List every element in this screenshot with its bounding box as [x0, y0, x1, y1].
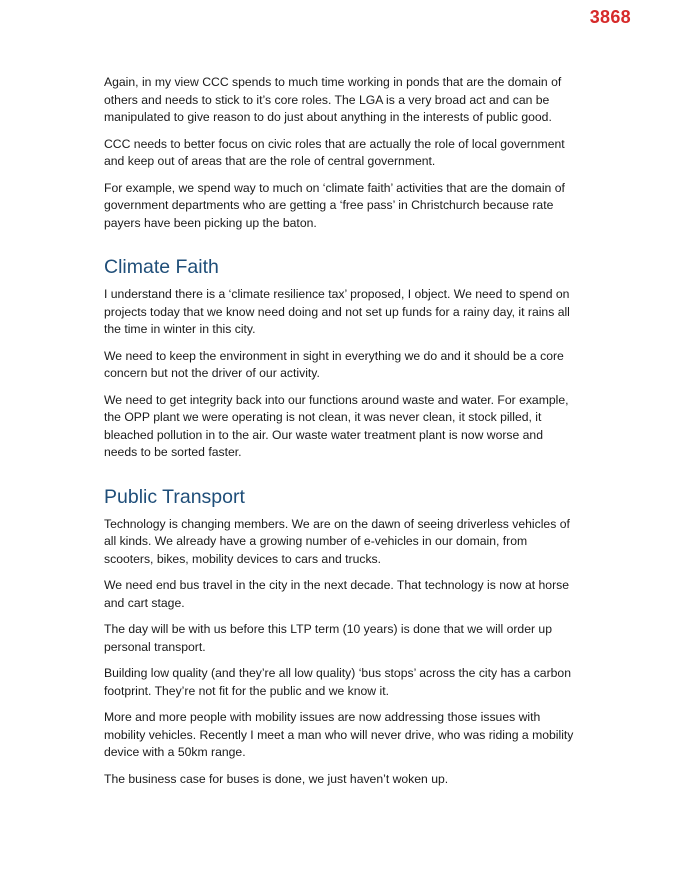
- intro-paragraph-1: Again, in my view CCC spends to much time working in ponds that are the domain of others and needs to stick to it’s core roles. The LGA is a very broad act and can be manipulated to give reason to do just about anything in the interests of public good.: [104, 75, 562, 124]
- climate-paragraph-1: I understand there is a ‘climate resilience tax’ proposed, I object. We need to spend on projects today that we know need doing and not set up funds for a rainy day, it rains all the time in winter in this city.: [104, 287, 570, 336]
- transport-paragraph-2: We need end bus travel in the city in the next decade. That technology is now at horse and cart stage.: [104, 578, 569, 610]
- transport-paragraph-1: Technology is changing members. We are on the dawn of seeing driverless vehicles of all kinds. We already have a growing number of e-vehicles in our domain, from scooters, bikes, mobility devices to cars and trucks.: [104, 516, 570, 566]
- transport-paragraph-6: The business case for buses is done, we just haven’t woken up.: [104, 771, 449, 786]
- transport-paragraph-5: More and more people with mobility issues are now addressing those issues with mobility vehicles. Recently I meet a man who will never drive, who was riding a mobility device with a 50km range.: [104, 710, 574, 759]
- page-number: 3868: [589, 7, 631, 27]
- intro-paragraph-2: CCC needs to better focus on civic roles that are actually the role of local government and keep out of areas that are the role of central government.: [104, 136, 565, 168]
- document-body: [104, 74, 574, 797]
- climate-paragraph-2: We need to keep the environment in sight in everything we do and it should be a core concern but not the driver of our activity.: [104, 348, 564, 380]
- transport-paragraph-3: The day will be with us before this LTP term (10 years) is done that we will order up personal transport.: [104, 622, 552, 654]
- transport-paragraph-4: Building low quality (and they’re all low quality) ‘bus stops’ across the city has a carbon footprint. They’re not fit for the public and we know it.: [104, 666, 571, 698]
- climate-paragraph-3: We need to get integrity back into our functions around waste and water. For example, the OPP plant we were operating is not clean, it was never clean, it stock pilled, it bleached pollution in to the air. Our waste water treatment plant is now worse and needs to be sorted faster.: [104, 392, 569, 459]
- section-heading-climate-faith: Climate Faith: [104, 256, 219, 278]
- intro-paragraph-3: For example, we spend way to much on ‘climate faith’ activities that are the domain of government departments who are getting a ‘free pass’ in Christchurch because rate payers have been picking up the baton.: [104, 180, 565, 230]
- section-heading-public-transport: Public Transport: [104, 485, 245, 508]
